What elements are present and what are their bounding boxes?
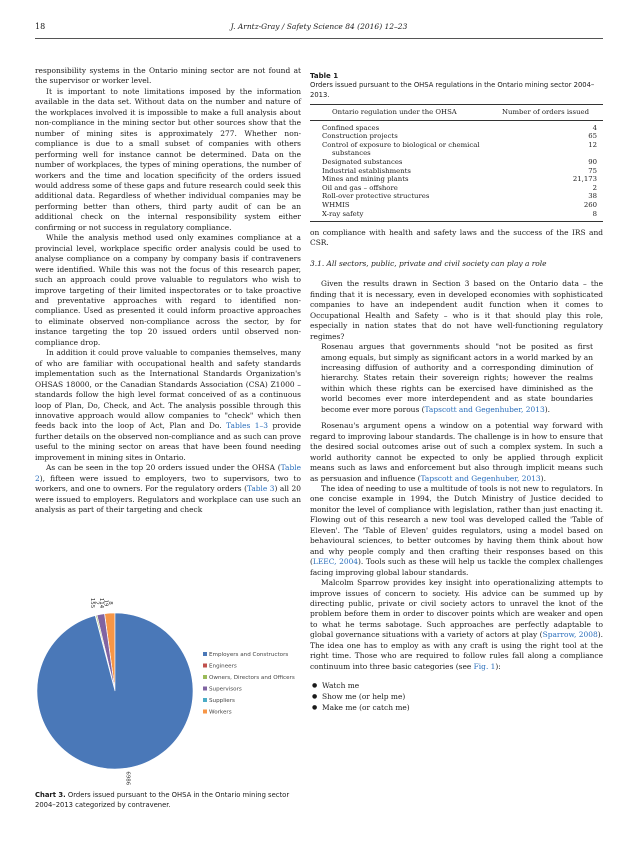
regulation-cell: Mines and mining plants [322, 175, 409, 184]
quote-text: ). [544, 404, 550, 414]
legend-swatch [203, 710, 207, 714]
orders-count-cell: 4 [592, 123, 597, 132]
table-row [310, 141, 603, 158]
legend-swatch [203, 664, 207, 668]
regulation-cell: WHMIS [322, 200, 350, 209]
orders-table [310, 105, 603, 120]
bullet-list [310, 680, 603, 713]
list-item: ● Make me (or catch me) [310, 702, 603, 713]
regulation-cell: Construction projects [322, 132, 398, 141]
orders-count-cell: 21,173 [572, 175, 597, 184]
pie-chart-container [35, 556, 301, 786]
table-row [310, 158, 603, 167]
left-column [35, 66, 301, 515]
header-rule [35, 38, 603, 39]
paragraph [35, 463, 301, 515]
paragraph-text: ). The idea one has to employ as with any craft is using the right tool at the right time. Those who are required to follow rules fall along a compliance continuum into three basic categories (see [310, 630, 603, 671]
orders-count-cell: 2 [592, 183, 597, 192]
slice-data-label: 2 [93, 601, 100, 605]
paragraph-text: Malcolm Sparrow provides key insight into operationalizing attempts to improve issues of concern to society. His advice can be summed up by directing public, private or civil society actors to unravel the knot of the problem before them in order to discover points which are weaker and open to what he terms sabotage. Such approaches are perfectly adaptable to global governance situations with a variety of actors at play ( [310, 578, 603, 640]
regulation-cell: Designated substances [322, 157, 403, 166]
block-quote [310, 342, 603, 415]
legend-entry: Workers [209, 709, 232, 716]
orders-count-cell: 12 [588, 140, 597, 149]
regulation-cell: Confined spaces [322, 123, 380, 132]
table2-link[interactable]: Table 2 [35, 463, 301, 483]
chart-caption-label: Chart 3. [35, 791, 66, 799]
paragraph-text: ): [495, 661, 501, 671]
table-title: Table 1 [310, 72, 339, 80]
citation-link[interactable]: Tapscott and Gegenhuber, 2013 [424, 404, 545, 414]
legend-swatch [203, 675, 207, 679]
regulation-cell: Industrial establishments [322, 166, 411, 175]
citation-link[interactable]: Tapscott and Gegenhuber, 2013 [420, 473, 541, 483]
paragraph-text: provide further details on the observed non-compliance and as such can prove useful to the mining sector on areas that have been found needing improvement in mining sites in Ontario. [35, 421, 301, 462]
slice-data-label: 155 [89, 597, 95, 609]
paragraph [310, 578, 603, 672]
table-caption: Orders issued pursuant to the OHSA regulations in the Ontario mining sector 2004–2013. [310, 81, 595, 99]
table-bottom-rule [310, 221, 603, 222]
tables-link[interactable]: Tables 1–3 [226, 421, 268, 431]
table-row [310, 192, 603, 201]
legend-entry: Owners, Directors and Officers [209, 675, 295, 681]
legend-entry: Employers and Constructors [209, 652, 289, 658]
paragraph-text: ). Tools such as these will help us tackle the complex challenges facing improving global labour standards. [310, 557, 603, 577]
orders-table-body [310, 124, 603, 219]
figure-link[interactable]: Fig. 1 [473, 661, 496, 671]
regulation-cell: Control of exposure to biological or chemical substances [322, 140, 480, 158]
citation-link[interactable]: LEEC, 2004 [312, 557, 359, 567]
citation-link[interactable]: Sparrow, 2008 [542, 630, 598, 640]
right-column [310, 228, 603, 713]
legend-swatch [203, 687, 207, 691]
table-header-rule [310, 120, 603, 121]
slice-data-label: 6986 [124, 771, 131, 786]
pie-slice-employers-and-constructors [37, 613, 193, 769]
legend-entry: Engineers [209, 663, 237, 670]
paragraph: Given the results drawn in Section 3 based on the Ontario data – the finding that it is necessary, even in developed economies with sophisticated companies to have an independent audit function when it comes to Occupational Health and Safety – who is it that should play this role, especially in nation states that do not have well-functioning regulatory regimes? [310, 279, 603, 341]
paragraph-text: In addition it could prove valuable to companies themselves, many of who are familiar with occupational health and safety standards implementation such as the International Standards Organization's OHSAS 18000, or the Canadian Standards Association (CSA) Z1000 – standards follow the high level format conceived of as a continuous loop of Plan, Do, Check, and Act. The analysis possible through this innovative approach would allow companies to "check" which then feeds back into the loop of Act, Plan and Do. [35, 348, 301, 431]
table3-link[interactable]: Table 3 [246, 484, 275, 494]
quote-text: Rosenau argues that governments should "not be posited as first among equals, but simply as significant actors in a world marked by an increasing diffusion of authority and a corresponding diminution of hierarchy. States retain their sovereign rights; however the realms within which these rights can be exercised have diminished as the world becomes ever more interdependent and as state boundaries become ever more porous ( [321, 342, 593, 414]
orders-count-cell: 8 [592, 209, 597, 218]
paragraph: responsibility systems in the Ontario mining sector are not found at the supervisor or worker level. [35, 66, 301, 86]
page-number: 18 [35, 22, 46, 31]
table-row [310, 175, 603, 184]
table-row [310, 167, 603, 176]
slice-data-label: 19 [102, 599, 109, 607]
paragraph-text: ) all 20 were issued to employers. Regulators and workplace can use such an analysis as part of their targeting and check [35, 484, 301, 515]
table-row [310, 210, 603, 219]
legend-entry: Supervisors [209, 686, 242, 693]
legend-entry: Suppliers [209, 698, 235, 704]
orders-count-cell: 75 [588, 166, 597, 175]
orders-count-cell: 90 [588, 157, 597, 166]
list-item: ● Watch me [310, 680, 603, 691]
table-row [310, 201, 603, 210]
chart-caption [35, 791, 301, 810]
paragraph: While the analysis method used only examines compliance at a provincial level, workplace specific order analysis could be used to analyse compliance on a company by company basis if contraveners were identified. While this was not the focus of this research paper, such an approach could prove valuable to regulators who wish to improve targeting of their limited inspectorates or to take proactive and preventative approaches with regard to identified non-compliance. Used as presented it could inform proactive approaches to eliminate observed non-compliance across the sector, by for instance targeting the top 20 issued orders until observed non-compliance drop. [35, 233, 301, 347]
section-heading: 3.1. All sectors, public, private and civil society can play a role [310, 258, 547, 268]
table-row [310, 184, 603, 193]
running-header: J. Arntz-Gray / Safety Science 84 (2016) 12–23 [230, 22, 408, 31]
table-row [310, 124, 603, 133]
orders-count-cell: 65 [588, 132, 597, 141]
regulation-cell: X-ray safety [322, 209, 364, 218]
legend-swatch [203, 698, 207, 702]
paragraph-text: ). [540, 473, 546, 483]
paragraph [310, 421, 603, 484]
orders-count-cell: 260 [583, 200, 597, 209]
legend-swatch [203, 652, 207, 656]
chart-caption-text: Orders issued pursuant to the OHSA in the Ontario mining sector 2004–2013 categorized by contravener. [35, 791, 290, 809]
orders-count-cell: 38 [588, 192, 597, 201]
paragraph-text: ), fifteen were issued to employers, two to supervisors, two to workers, and one to owners. For the regulatory orders ( [35, 473, 301, 494]
table-row [310, 132, 603, 141]
slice-data-label: 8 [107, 601, 113, 605]
paragraph-text: The idea of needing to use a multitude of tools is not new to regulators. In one concise example in 1994, the Dutch Ministry of Justice decided to monitor the level of compliance with legislation, rather than just enacting it. Flowing out of this research a new tool was developed called the 'Table of Eleven'. The 'Table of Eleven' guides regulators, using a model based on behavioural sciences, to better outcomes by having them think about how and why people comply and then crafting their responses based on this ( [310, 483, 603, 567]
paragraph [35, 348, 301, 463]
table-1 [310, 72, 603, 222]
regulation-cell: Oil and gas – offshore [322, 183, 398, 192]
column-header: Ontario regulation under the OHSA [332, 108, 457, 116]
paragraph: on compliance with health and safety laws and the success of the IRS and CSR. [310, 228, 603, 248]
regulation-cell: Roll-over protective structures [322, 192, 430, 201]
list-item: ● Show me (or help me) [310, 691, 603, 702]
paragraph-text: As can be seen in the top 20 orders issued under the OHSA ( [46, 463, 281, 473]
slice-data-label: 114 [98, 597, 104, 609]
column-header: Number of orders issued [502, 108, 590, 116]
pie-chart [35, 556, 301, 786]
paragraph [310, 484, 603, 578]
paragraph: It is important to note limitations imposed by the information available in the data set. Without data on the number and nature of the workplaces involved it is impossible to make a full analysis about non-compliance in the mining sector but other sources show that the number of mining sites is approximately 277. Whether non-compliance is due to a small subset of companies with others performing well for instance cannot be determined. Data on the number of workplaces, the types of mining operations, the number of workers and the time and location specificity of the orders issued would address some of these gaps and future research could seek this additional data. Regardless of whether individual companies may be performing better than others, third party audit of can be an additional check on the internal responsibility system either confirming or not success in regulatory compliance. [35, 86, 301, 232]
paragraph-text: Rosenau's argument opens a window on a potential way forward with regard to improving labour standards. The challenge is in how to ensure that the desired social outcomes arise out of such a complex system. In such a world authority cannot be expected to only be applied through explicit means such as laws and enforcement but also through implicit means such as persuasion and influence ( [310, 421, 603, 483]
